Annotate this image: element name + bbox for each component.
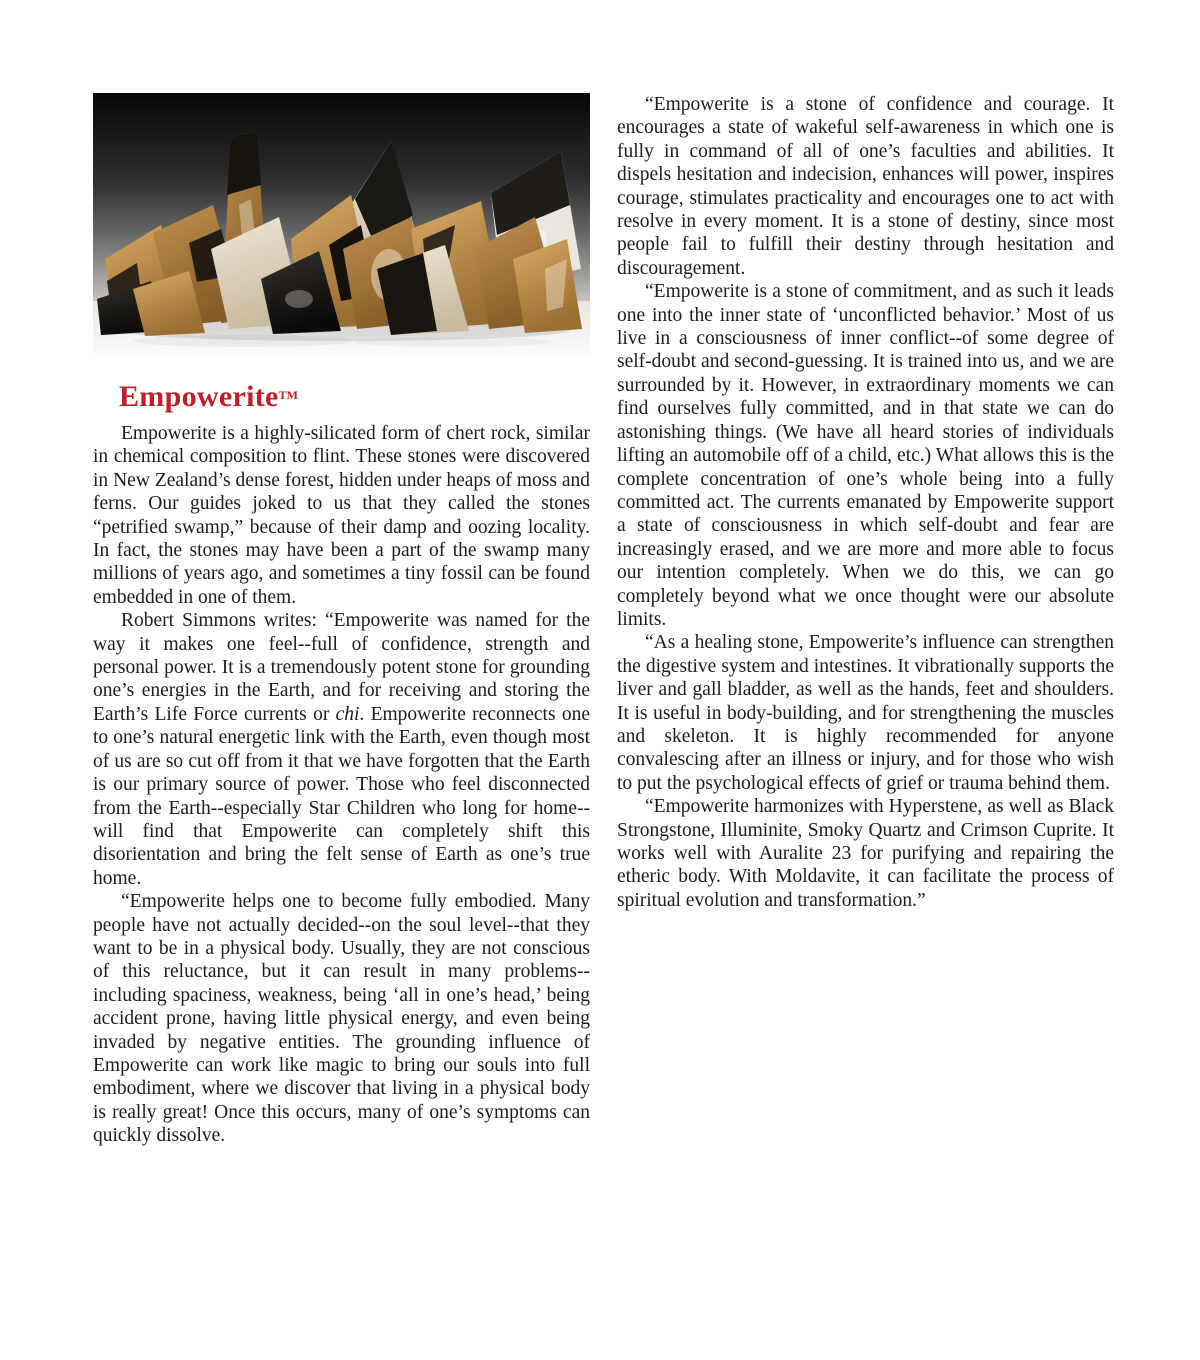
page-title	[93, 377, 590, 417]
page-title-text: Empowerite	[119, 380, 279, 413]
right-column	[617, 93, 1114, 912]
chi-italic: chi	[335, 703, 360, 725]
healing-paragraph: “As a healing stone, Empowerite’s influence can strengthen the digestive system and intestines. It vibrationally supports the liver and gall bladder, as well as the hands, feet and shoulders. It is useful in body-building, and for strengthening the muscles and skeleton. It is highly recommended for anyone convalescing after an illness or injury, and for those who wish to put the psychological effects of grief or trauma behind them.	[617, 632, 1114, 794]
simmons-quote-part1: Robert Simmons writes: “Empowerite was named for the way it makes one feel--full of confidence, strength and personal power. It is a tremendously potent stone for grounding one’s energies in the Earth, and for receiving and storing the Earth’s Life Force currents or	[93, 610, 590, 725]
two-column-layout	[93, 93, 1114, 1148]
commitment-paragraph: “Empowerite is a stone of commitment, and as such it leads one into the inner state of ‘unconflicted behavior.’ Most of us live in a consciousness of inner conflict--of some degree of self-doubt and second-guessing. It is trained into us, and we are surrounded by it. However, in extraordinary moments we can find ourselves fully committed, and in that state we can do astonishing things. (We have all heard stories of individuals lifting an automobile off of a child, etc.) What allows this is the complete concentration of one’s whole being into a fully committed act. The currents emanated by Empowerite support a state of consciousness in which self-doubt and fear are increasingly erased, and we are more and more able to focus our intention completely. When we do this, we can go completely beyond what we once thought were our absolute limits.	[617, 281, 1114, 630]
confidence-paragraph: “Empowerite is a stone of confidence and courage. It encourages a state of wakeful self-awareness in which one is fully in command of all of one’s faculties and abilities. It dispels hesitation and indecision, enhances will power, inspires courage, stimulates practicality and encourages one to act with resolve in every moment. It is a stone of destiny, since most people fail to fulfill their destiny through hesitation and discouragement.	[617, 94, 1114, 279]
trademark-symbol: TM	[278, 388, 298, 402]
stones-photo-illustration	[93, 93, 590, 355]
simmons-quote-part2: . Empowerite reconnects one to one’s natural energetic link with the Earth, even though most of us are so cut off from it that we have forgotten that the Earth is our primary source of power. Those who feel disconnected from the Earth--especially Star Children who long for home--will find that Empowerite can completely shift this disorientation and bring the felt sense of Earth as one’s true home.	[93, 703, 590, 889]
embodiment-paragraph: “Empowerite helps one to become fully embodied. Many people have not actually decided--on the soul level--that they want to be in a physical body. Usually, they are not conscious of this reluctance, but it can result in many problems--including spaciness, weakness, being ‘all in one’s head,’ being accident prone, having little physical energy, and even being invaded by negative entities. The grounding influence of Empowerite can work like magic to bring our souls into full embodiment, where we discover that living in a physical body is really great! Once this occurs, many of one’s symptoms can quickly dissolve.	[93, 891, 590, 1147]
intro-paragraph: Empowerite is a highly-silicated form of chert rock, similar in chemical composition to flint. These stones were discovered in New Zealand’s dense forest, hidden under heaps of moss and ferns. Our guides joked to us that they called the stones “petrified swamp,” because of their damp and oozing locality. In fact, the stones may have been a part of the swamp many millions of years ago, and sometimes a tiny fossil can be found embedded in one of them.	[93, 423, 590, 608]
left-column	[93, 93, 590, 1148]
simmons-quote-paragraph	[93, 609, 590, 890]
harmonizes-paragraph: “Empowerite harmonizes with Hyperstene, as well as Black Strongstone, Illuminite, Smoky Quartz and Crimson Cuprite. It works well with Auralite 23 for purifying and repairing the etheric body. With Moldavite, it can facilitate the process of spiritual evolution and transformation.”	[617, 796, 1114, 911]
stones-photo	[93, 93, 590, 355]
